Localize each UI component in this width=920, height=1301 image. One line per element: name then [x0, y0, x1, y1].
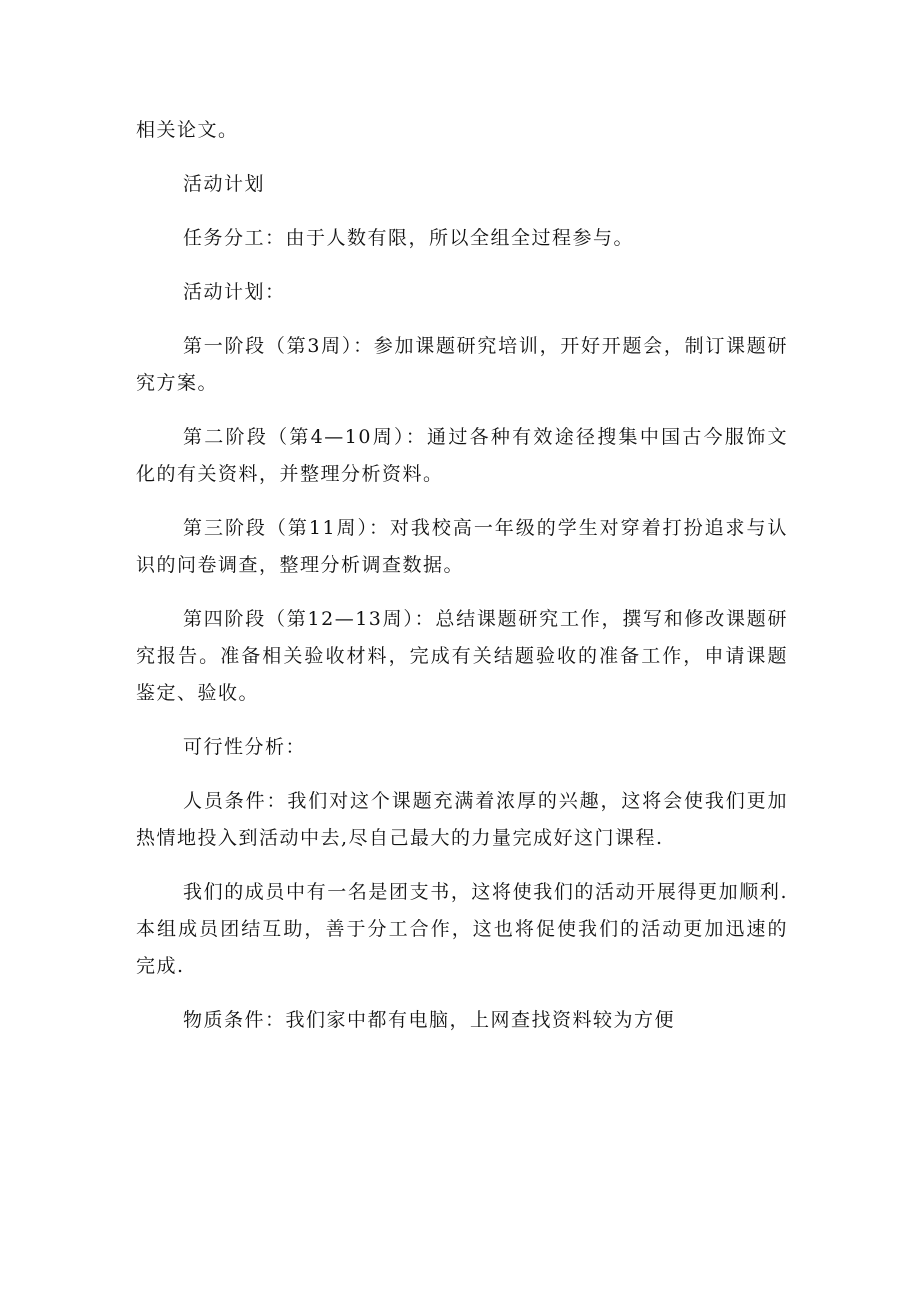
paragraph-activity-plan-label: 活动计划：	[183, 281, 286, 303]
paragraph-task-division: 任务分工：由于人数有限，所以全组全过程参与。	[183, 227, 635, 249]
paragraph-stage-3: 第三阶段（第11周）：对我校高一年级的学生对穿着打扮追求与认识的问卷调查，整理分析调查数据。	[136, 517, 788, 576]
paragraph-activity-plan-heading: 活动计划	[183, 173, 266, 195]
paragraph-stage-2: 第二阶段（第4—10周）：通过各种有效途径搜集中国古今服饰文化的有关资料，并整理分析资料。	[136, 426, 788, 485]
paragraph-stage-1: 第一阶段（第3周）：参加课题研究培训，开好开题会，制订课题研究方案。	[136, 335, 788, 394]
paragraph-team-members: 我们的成员中有一名是团支书，这将使我们的活动开展得更加顺利.本组成员团结互助，善于分工合作，这也将促使我们的活动更加迅速的完成.	[136, 881, 788, 977]
document-body	[136, 112, 788, 1056]
paragraph-stage-4: 第四阶段（第12—13周）：总结课题研究工作，撰写和修改课题研究报告。准备相关验收材料，完成有关结题验收的准备工作，申请课题鉴定、验收。	[136, 608, 788, 704]
paragraph-feasibility-heading: 可行性分析：	[183, 736, 307, 758]
paragraph-material-conditions: 物质条件：我们家中都有电脑，上网查找资料较为方便	[183, 1009, 676, 1031]
paragraph-continuation: 相关论文。	[136, 119, 239, 141]
paragraph-personnel-conditions: 人员条件：我们对这个课题充满着浓厚的兴趣，这将会使我们更加热情地投入到活动中去,尽自己最大的力量完成好这门课程.	[136, 790, 788, 849]
